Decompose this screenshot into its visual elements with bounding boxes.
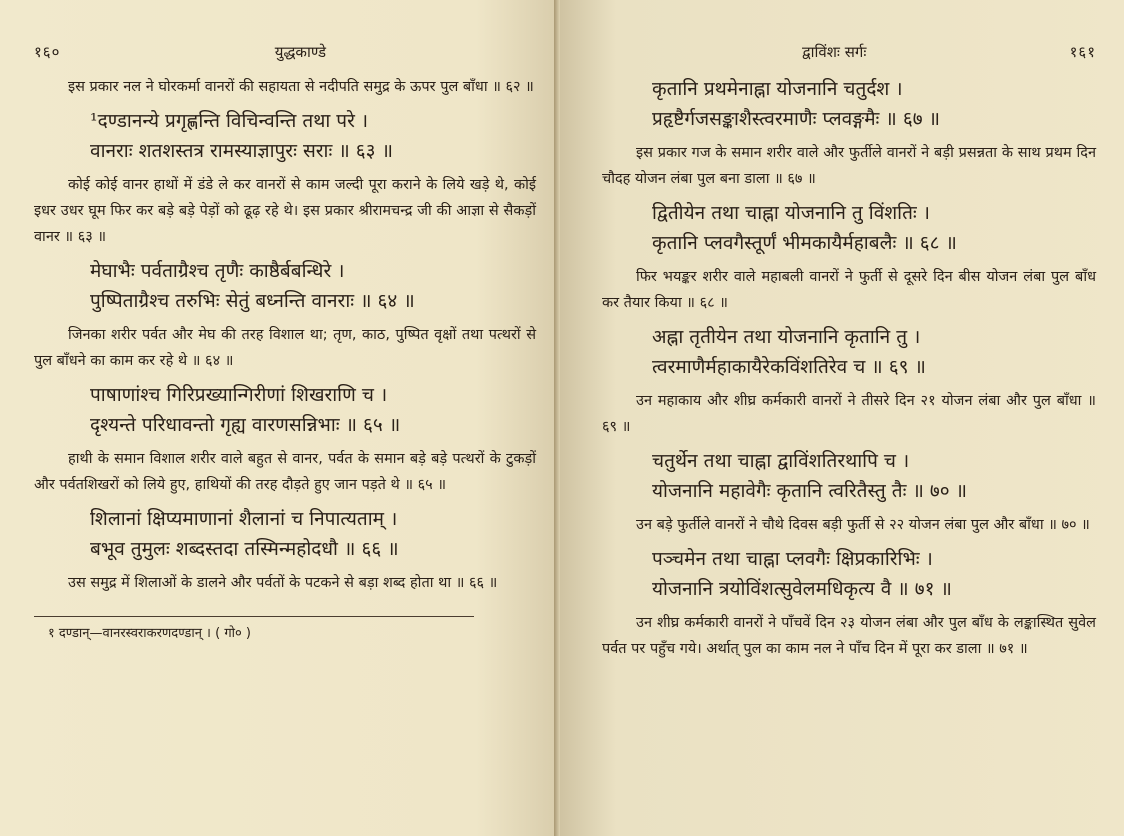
left-page-body xyxy=(34,74,536,596)
translation-block xyxy=(602,388,1096,440)
footnote: १ दण्डान्—वानरस्वराकरणदण्डान् । ( गो० ) xyxy=(48,626,251,641)
sanskrit-verse xyxy=(602,74,1096,134)
verse-line: कृतानि प्रथमेनाह्ना योजनानि चतुर्दश । xyxy=(652,78,903,100)
hindi-translation: उस समुद्र में शिलाओं के डालने और पर्वतों के पटकने से बड़ा शब्द होता था ॥ ६६ ॥ xyxy=(68,575,498,591)
hindi-translation: कोई कोई वानर हाथों में डंडे ले कर वानरों से काम जल्दी पूरा कराने के लिये खड़े थे, कोई इधर उधर घूम फिर कर बड़े बड़े पेड़ों को ढूढ़ रहे थे। इस प्रकार श्रीरामचन्द्र जी की आज्ञा से सैकड़ों वानर ॥ ६३ ॥ xyxy=(34,177,536,245)
hindi-translation: जिनका शरीर पर्वत और मेघ की तरह विशाल था; तृण, काठ, पुष्पित वृक्षों तथा पत्थरों से पुल बाँधने का काम कर रहे थे ॥ ६४ ॥ xyxy=(34,327,536,369)
verse-line: त्वरमाणैर्महाकायैरेकविंशतिरेव च ॥ ६९ ॥ xyxy=(652,356,926,378)
verse-line: चतुर्थेन तथा चाह्ना द्वाविंशतिरथापि च । xyxy=(652,450,910,472)
right-page-header xyxy=(602,42,1096,64)
verse-line: द्वितीयेन तथा चाह्ना योजनानि तु विंशतिः । xyxy=(652,202,931,224)
hindi-translation: फिर भयङ्कर शरीर वाले महाबली वानरों ने फुर्ती से दूसरे दिन बीस योजन लंबा पुल बाँध कर तैयार किया ॥ ६८ ॥ xyxy=(602,269,1096,311)
translation-block xyxy=(602,512,1096,538)
right-page-body xyxy=(602,74,1096,662)
translation-block xyxy=(602,264,1096,316)
sanskrit-verse xyxy=(34,504,536,564)
sanskrit-verse xyxy=(602,446,1096,506)
right-page-number: १६१ xyxy=(1069,43,1096,61)
footnote-rule xyxy=(34,616,474,617)
translation-block xyxy=(34,172,536,250)
verse-line: पाषाणांश्च गिरिप्रख्यान्गिरीणां शिखराणि च । xyxy=(90,384,388,406)
translation-block xyxy=(34,322,536,374)
verse-line: बभूव तुमुलः शब्दस्तदा तस्मिन्महोदधौ ॥ ६६ ॥ xyxy=(90,538,399,560)
verse-line: मेघाभैः पर्वताग्रैश्च तृणैः काष्ठैर्बबन्धिरे । xyxy=(90,260,345,282)
hindi-translation: इस प्रकार गज के समान शरीर वाले और फुर्तीले वानरों ने बड़ी प्रसन्नता के साथ प्रथम दिन चौदह योजन लंबा पुल बना डाला ॥ ६७ ॥ xyxy=(602,145,1096,187)
right-running-title: द्वाविंशः सर्गः xyxy=(802,43,867,61)
translation-block xyxy=(602,610,1096,662)
sanskrit-verse xyxy=(602,544,1096,604)
hindi-translation: इस प्रकार नल ने घोरकर्मा वानरों की सहायता से नदीपति समुद्र के ऊपर पुल बाँधा ॥ ६२ ॥ xyxy=(68,79,534,95)
verse-line: शिलानां क्षिप्यमाणानां शैलानां च निपात्यताम् । xyxy=(90,508,398,530)
left-page-number: १६० xyxy=(34,43,61,61)
verse-line: वानराः शतशस्तत्र रामस्याज्ञापुरः सराः ॥ ६३ ॥ xyxy=(90,140,393,162)
translation-block xyxy=(34,74,536,100)
verse-line: अह्ना तृतीयेन तथा योजनानि कृतानि तु । xyxy=(652,326,921,348)
translation-block xyxy=(34,570,536,596)
sanskrit-verse xyxy=(602,322,1096,382)
verse-line: ¹दण्डानन्ये प्रगृह्णन्ति विचिन्वन्ति तथा परे । xyxy=(90,110,369,132)
verse-line: दृश्यन्ते परिधावन्तो गृह्य वारणसन्निभाः ॥ ६५ ॥ xyxy=(90,414,401,436)
hindi-translation: हाथी के समान विशाल शरीर वाले बहुत से वानर, पर्वत के समान बड़े बड़े पत्थरों के टुकड़ों और पर्वतशिखरों को लिये हुए, हाथियों की तरह दौड़ते हुए जान पड़ते थे ॥ ६५ ॥ xyxy=(34,451,536,493)
verse-line: योजनानि त्रयोविंशत्सुवेलमधिकृत्य वै ॥ ७१ ॥ xyxy=(652,578,952,600)
translation-block xyxy=(34,446,536,498)
sanskrit-verse xyxy=(34,380,536,440)
left-running-title: युद्धकाण्डे xyxy=(274,43,326,61)
left-page-header xyxy=(34,42,536,64)
verse-line: योजनानि महावेगैः कृतानि त्वरितैस्तु तैः ॥ ७० ॥ xyxy=(652,480,968,502)
right-page xyxy=(560,0,1124,836)
sanskrit-verse xyxy=(602,198,1096,258)
translation-block xyxy=(602,140,1096,192)
verse-line: पञ्चमेन तथा चाह्ना प्लवगैः क्षिप्रकारिभिः । xyxy=(652,548,933,570)
verse-line: पुष्पिताग्रैश्च तरुभिः सेतुं बध्नन्ति वानराः ॥ ६४ ॥ xyxy=(90,290,415,312)
hindi-translation: उन शीघ्र कर्मकारी वानरों ने पाँचवें दिन २३ योजन लंबा और पुल बाँध के लङ्कास्थित सुवेल पर्वत पर पहुँच गये। अर्थात् पुल का काम नल ने पाँच दिन में पूरा कर डाला ॥ ७१ ॥ xyxy=(602,615,1096,657)
verse-line: कृतानि प्लवगैस्तूर्णं भीमकायैर्महाबलैः ॥ ६८ ॥ xyxy=(652,232,957,254)
verse-line: प्रहृष्टैर्गजसङ्काशैस्त्वरमाणैः प्लवङ्गमैः ॥ ६७ ॥ xyxy=(652,108,941,130)
sanskrit-verse xyxy=(34,256,536,316)
hindi-translation: उन महाकाय और शीघ्र कर्मकारी वानरों ने तीसरे दिन २१ योजन लंबा और पुल बाँधा ॥ ६९ ॥ xyxy=(602,393,1096,435)
left-page xyxy=(0,0,560,836)
sanskrit-verse xyxy=(34,106,536,166)
hindi-translation: उन बड़े फुर्तीले वानरों ने चौथे दिवस बड़ी फुर्ती से २२ योजन लंबा पुल और बाँधा ॥ ७० ॥ xyxy=(636,517,1090,533)
